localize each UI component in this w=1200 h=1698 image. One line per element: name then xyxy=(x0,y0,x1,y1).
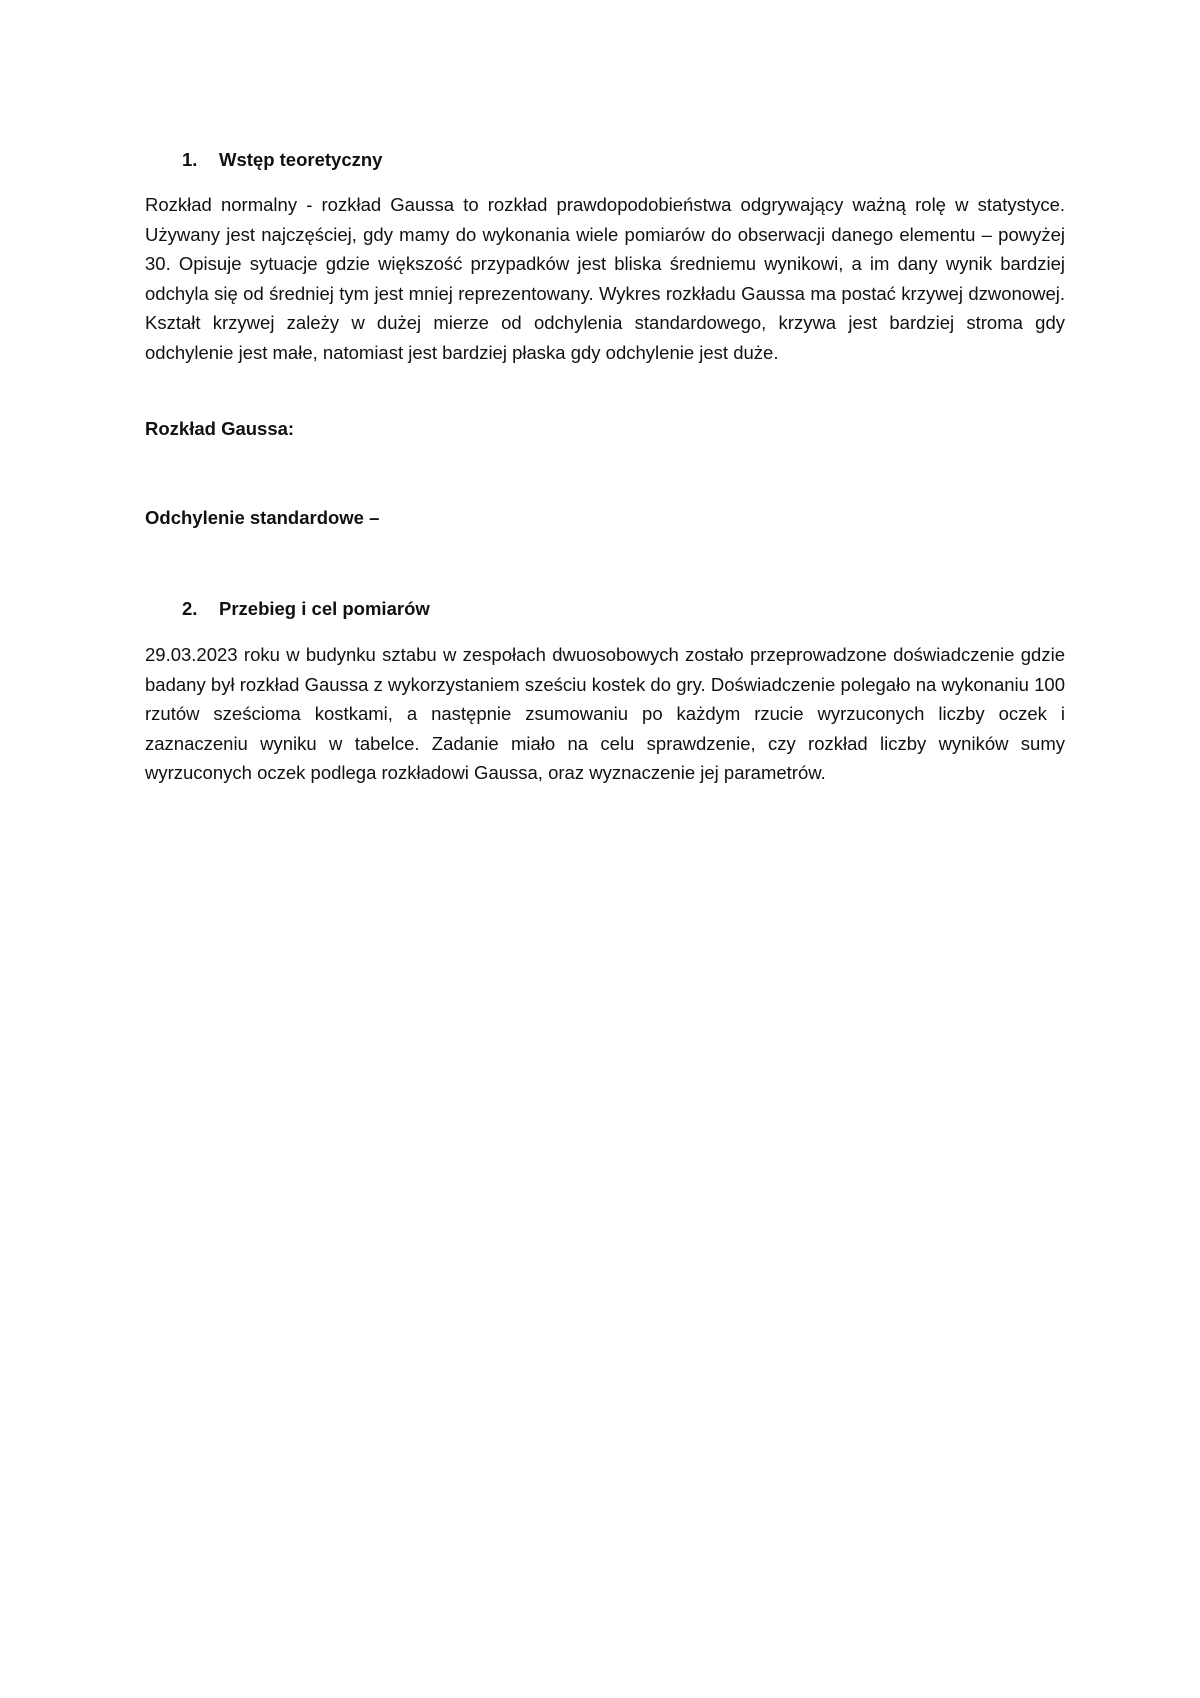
standard-deviation-label: Odchylenie standardowe – xyxy=(145,507,380,528)
section-2-number: 2. xyxy=(182,598,198,619)
section-2-paragraph: 29.03.2023 roku w budynku sztabu w zespołach dwuosobowych zostało przeprowadzone doświadczenie gdzie badany był rozkład Gaussa z wykorzystaniem sześciu kostek do gry. Doświadczenie polegało na wykonaniu 100 rzutów sześcioma kostkami, a następnie zsumowaniu po każdym rzucie wyrzuconych liczby oczek i zaznaczeniu wyniku w tabelce. Zadanie miało na celu sprawdzenie, czy rozkład liczby wyników sumy wyrzuconych oczek podlega rozkładowi Gaussa, oraz wyznaczenie jej parametrów. xyxy=(145,644,1065,783)
section-1-heading xyxy=(145,148,382,172)
section-1-title: Wstęp teoretyczny xyxy=(219,149,383,170)
gauss-distribution-label: Rozkład Gaussa: xyxy=(145,418,295,439)
section-2-heading xyxy=(145,597,430,621)
section-2-title: Przebieg i cel pomiarów xyxy=(219,598,430,619)
section-1-paragraph: Rozkład normalny - rozkład Gaussa to rozkład prawdopodobieństwa odgrywający ważną rolę w statystyce. Używany jest najczęściej, gdy mamy do wykonania wiele pomiarów do obserwacji danego elementu – powyżej 30. Opisuje sytuacje gdzie większość przypadków jest bliska średniemu wynikowi, a im dany wynik bardziej odchyla się od średniej tym jest mniej reprezentowany. Wykres rozkładu Gaussa ma postać krzywej dzwonowej. Kształt krzywej zależy w dużej mierze od odchylenia standardowego, krzywa jest bardziej stroma gdy odchylenie jest małe, natomiast jest bardziej płaska gdy odchylenie jest duże. xyxy=(145,194,1065,363)
section-1-number: 1. xyxy=(182,149,198,170)
